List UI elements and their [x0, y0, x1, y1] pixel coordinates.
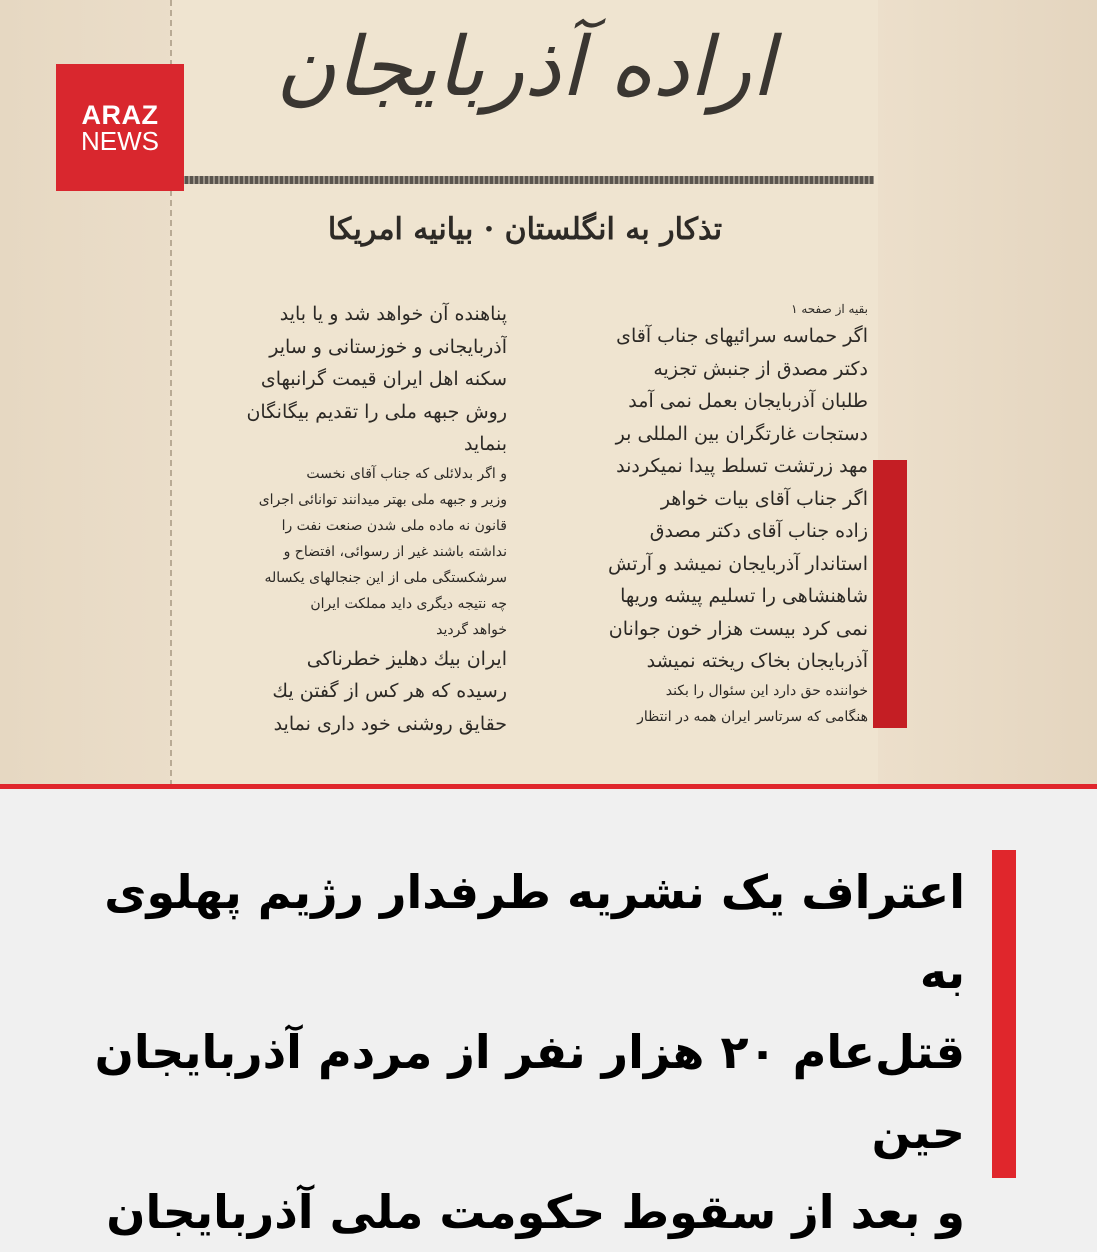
headline	[65, 852, 965, 1252]
column-line: دکتر مصدق از جنبش تجزیه	[653, 357, 868, 380]
column-line: قانون نه ماده ملی شدن صنعت نفت را	[281, 517, 507, 534]
column-line: وزیر و جبهه ملی بهتر میدانند توانائی اجرای	[258, 491, 507, 508]
column-line: هنگامی که سرتاسر ایران همه در انتظار	[637, 708, 868, 725]
column-line: بنماید	[463, 433, 507, 455]
newspaper-subhead: تذکار به انگلستان · بیانیه امریکا	[327, 212, 723, 247]
logo-text-araz: ARAZ	[81, 100, 159, 130]
masthead-divider	[180, 176, 874, 184]
headline-accent-bar	[992, 850, 1016, 1178]
column-line: ایران بیك دهلیز خطرناکی	[306, 647, 507, 670]
column-line: اگر حماسه سرائیهای جناب آقای	[616, 325, 868, 347]
column-line: شاهنشاهی را تسلیم پیشه وریها	[620, 585, 868, 607]
column-line: آذربایجان بخاک ریخته نمیشد	[646, 650, 868, 672]
column-line: طلبان آذربایجان بعمل نمی آمد	[628, 390, 868, 412]
araz-news-logo	[56, 64, 184, 191]
column-line: چه نتیجه دیگری داید مملکت ایران	[310, 595, 507, 612]
continued-note: بقیه از صفحه ۱	[791, 302, 868, 316]
column-line: استاندار آذربایجان نمیشد و آرتش	[608, 552, 868, 575]
headline-line: اعتراف یک نشریه طرفدار رژیم پهلوی به	[104, 865, 965, 999]
headline-line: قتل‌عام ۲۰ هزار نفر از مردم آذربایجان حین	[94, 1025, 965, 1159]
column-line: خواننده حق دارد این سئوال را بکند	[665, 682, 868, 699]
column-line: دستجات غارتگران بین المللی بر	[615, 422, 868, 445]
highlight-bar	[873, 460, 907, 728]
column-line: سرشکستگی ملی از این جنجالهای یکساله	[264, 569, 507, 586]
column-line: زاده جناب آقای دکتر مصدق	[649, 520, 868, 542]
column-line: و اگر بدلائلی که جناب آقای نخست	[306, 465, 507, 482]
column-line: نداشته باشند غیر از رسوائی، افتضاح و	[283, 543, 507, 560]
column-line: نمی کرد بیست هزار خون جوانان	[608, 617, 868, 640]
column-line: سکنه اهل ایران قیمت گرانبهای	[260, 368, 507, 390]
right-column	[523, 298, 868, 730]
column-line: پناهنده آن خواهد شد و یا باید	[279, 303, 507, 325]
logo-text-news: NEWS	[81, 126, 159, 156]
column-line: روش جبهه ملی را تقدیم بیگانگان	[246, 400, 507, 423]
left-column	[182, 298, 507, 740]
headline-line: و بعد از سقوط حکومت ملی آذربایجان	[106, 1185, 965, 1239]
column-line: اگر جناب آقای بیات خواهر	[660, 487, 868, 510]
column-line: آذربایجانی و خوزستانی و سایر	[269, 335, 507, 358]
column-line: خواهد گردید	[436, 621, 507, 638]
newspaper-clipping	[170, 0, 878, 786]
column-line: حقایق روشنی خود داری نماید	[273, 712, 507, 735]
column-line: مهد زرتشت تسلط پیدا نمیکردند	[616, 455, 868, 477]
column-line: رسیده که هر کس از گفتن یك	[272, 680, 507, 702]
newspaper-masthead: اراده آذربایجان	[275, 20, 775, 115]
